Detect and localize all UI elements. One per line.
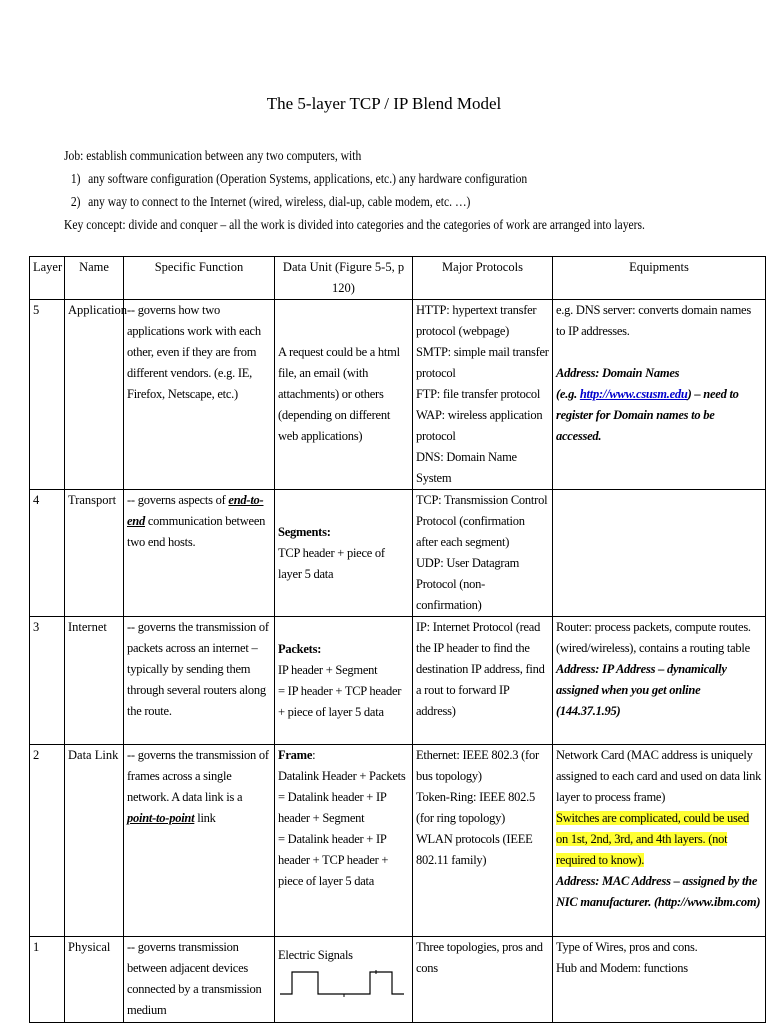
layer-equipment bbox=[553, 617, 766, 745]
key-concept: Key concept: divide and conquer – all the work is divided into categories and the categories of work are arranged into layers. bbox=[64, 217, 645, 232]
protocol-item: Three topologies, pros and cons bbox=[416, 940, 543, 975]
layer-equipment bbox=[553, 745, 766, 937]
data-unit-text: IP header + Segment bbox=[278, 662, 378, 677]
protocol-item: WLAN protocols (IEEE 802.11 family) bbox=[416, 832, 533, 867]
layer-equipment bbox=[553, 490, 766, 617]
table-row bbox=[30, 490, 766, 617]
layer-number: 4 bbox=[30, 490, 65, 617]
protocol-item: Ethernet: IEEE 802.3 (for bus topology) bbox=[416, 748, 539, 783]
layer-name: Transport bbox=[65, 490, 124, 617]
layer-name: Data Link bbox=[65, 745, 124, 937]
layer-equipment bbox=[553, 937, 766, 1023]
protocol-item: SMTP: simple mail transfer protocol bbox=[416, 345, 549, 380]
header-function: Specific Function bbox=[124, 257, 275, 300]
layer-function: -- governs the transmission of packets across an internet – typically by sending them through several routers along the route. bbox=[124, 617, 275, 745]
table-row bbox=[30, 937, 766, 1023]
data-unit-title: Segments: bbox=[278, 524, 331, 539]
layer-table bbox=[29, 256, 766, 1023]
list-item: 2) any way to connect to the Internet (wired, wireless, dial-up, cable modem, etc. …) bbox=[70, 194, 471, 209]
layer-function: -- governs aspects of end-to-end communication between two end hosts. bbox=[124, 490, 275, 617]
layer-function: -- governs how two applications work with each other, even if they are from different vendors. (e.g. IE, Firefox, Netscape, etc.) bbox=[124, 300, 275, 490]
layer-data-unit: Frame: Datalink Header + Packets = Datalink header + IP header + Segment = Datalink header + IP header + TCP header + piece of layer 5 data bbox=[275, 745, 413, 937]
layer-data-unit: A request could be a html file, an email (with attachments) or others (depending on different web applications) bbox=[275, 300, 413, 490]
layer-number: 3 bbox=[30, 617, 65, 745]
equipment-text: Network Card (MAC address is uniquely assigned to each card and used on data link layer to process frame) bbox=[556, 748, 762, 804]
data-unit-text: TCP header + piece of layer 5 data bbox=[278, 545, 385, 581]
layer-number: 5 bbox=[30, 300, 65, 490]
address-label: Address: IP Address – dynamically assigned when you get online (144.37.1.95) bbox=[556, 662, 727, 718]
layer-data-unit bbox=[275, 617, 413, 745]
data-unit-text: = Datalink header + IP header + Segment bbox=[278, 790, 387, 825]
layer-protocols bbox=[413, 617, 553, 745]
address-suffix: ) – need to register for Domain names to be accessed. bbox=[556, 387, 739, 443]
table-row bbox=[30, 617, 766, 745]
protocol-item: HTTP: hypertext transfer protocol (webpage) bbox=[416, 303, 537, 338]
data-unit-text: Electric Signals bbox=[278, 948, 353, 962]
layer-number: 2 bbox=[30, 745, 65, 937]
page-title: The 5-layer TCP / IP Blend Model bbox=[266, 94, 502, 113]
point-to-point-emphasis: point-to-point bbox=[127, 811, 195, 825]
layer-function: -- governs transmission between adjacent devices connected by a transmission medium bbox=[124, 937, 275, 1023]
intro-section bbox=[64, 144, 645, 236]
layer-protocols bbox=[413, 745, 553, 937]
end-to-end-emphasis: end-to-end bbox=[127, 493, 264, 528]
header-equipments: Equipments bbox=[553, 257, 766, 300]
protocol-item: TCP: Transmission Control Protocol (confirmation after each segment) bbox=[416, 493, 548, 549]
protocol-item: IP: Internet Protocol (read the IP header to find the destination IP address, find a rout to forward IP address) bbox=[416, 620, 545, 718]
data-unit-title: Frame bbox=[278, 748, 313, 762]
layer-equipment bbox=[553, 300, 766, 490]
protocol-item: FTP: file transfer protocol bbox=[416, 387, 541, 401]
layer-number: 1 bbox=[30, 937, 65, 1023]
data-unit-text: = Datalink header + IP header + TCP header + piece of layer 5 data bbox=[278, 832, 389, 888]
csusm-link[interactable]: http://www.csusm.edu bbox=[579, 387, 688, 401]
equipment-text: Router: process packets, compute routes. (wired/wireless), contains a routing table bbox=[556, 620, 751, 655]
header-protocols: Major Protocols bbox=[413, 257, 553, 300]
header-layer: Layer bbox=[30, 257, 65, 300]
protocol-item: DNS: Domain Name System bbox=[416, 450, 517, 485]
layer-data-unit bbox=[275, 490, 413, 617]
header-name: Name bbox=[65, 257, 124, 300]
layer-protocols bbox=[413, 300, 553, 490]
data-unit-text: Datalink Header + Packets bbox=[278, 769, 406, 783]
layer-data-unit bbox=[275, 937, 413, 1023]
header-data-unit: Data Unit (Figure 5-5, p 120) bbox=[275, 257, 413, 300]
data-unit-title: Packets: bbox=[278, 641, 322, 656]
layer-protocols bbox=[413, 937, 553, 1023]
protocol-item: WAP: wireless application protocol bbox=[416, 408, 543, 443]
table-header-row bbox=[30, 257, 766, 300]
layer-function: -- governs the transmission of frames across a single network. A data link is a point-to-point link bbox=[124, 745, 275, 937]
protocol-item: UDP: User Datagram Protocol (non-confirmation) bbox=[416, 556, 520, 612]
layer-name: Application bbox=[65, 300, 124, 490]
address-prefix: (e.g. bbox=[556, 387, 580, 401]
equipment-text: Type of Wires, pros and cons. bbox=[556, 940, 698, 954]
layer-name: Physical bbox=[65, 937, 124, 1023]
job-statement: Job: establish communication between any two computers, with bbox=[64, 148, 362, 163]
address-label: Address: MAC Address – assigned by the NIC manufacturer. (http://www.ibm.com) bbox=[556, 874, 761, 909]
table-row bbox=[30, 745, 766, 937]
list-item: 1) any software configuration (Operation Systems, applications, etc.) any hardware configuration bbox=[70, 171, 528, 186]
signal-waveform-icon bbox=[278, 966, 406, 1000]
address-label: Address: Domain Names bbox=[556, 366, 680, 380]
layer-name: Internet bbox=[65, 617, 124, 745]
protocol-item: Token-Ring: IEEE 802.5 (for ring topology) bbox=[416, 790, 535, 825]
equipment-text: Hub and Modem: functions bbox=[556, 961, 688, 975]
equipment-text: e.g. DNS server: converts domain names to IP addresses. bbox=[556, 303, 751, 338]
data-unit-text: = IP header + TCP header + piece of layer 5 data bbox=[278, 683, 402, 719]
highlighted-note: Switches are complicated, could be used on 1st, 2nd, 3rd, and 4th layers. (not required to know). bbox=[556, 811, 749, 867]
layer-protocols bbox=[413, 490, 553, 617]
table-row bbox=[30, 300, 766, 490]
